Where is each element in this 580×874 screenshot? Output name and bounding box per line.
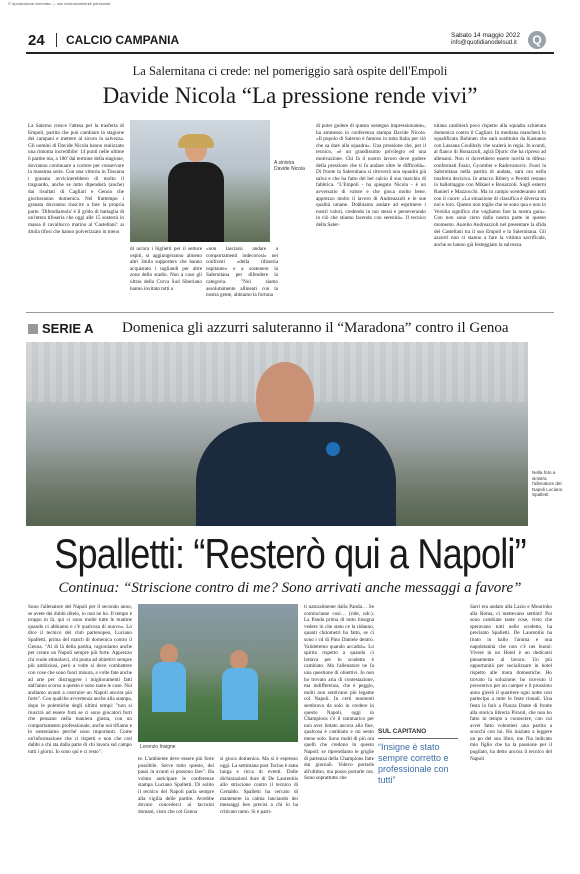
player1-head-shape — [160, 644, 178, 664]
article2-kicker: Domenica gli azzurri saluteranno il “Maradona” contro il Genoa — [122, 320, 509, 336]
header-divider — [56, 33, 57, 47]
napoli-crest-icon — [326, 442, 340, 456]
article1-kicker: La Salernitana ci crede: nel pomeriggio sarà ospite dell'Empoli — [132, 64, 448, 78]
player2-head-shape — [230, 650, 248, 670]
insigne-caption: Lorenzo Insigne — [140, 744, 176, 750]
article2-subtitle: Continua: “Striscione contro di me? Sono arrivati anche messaggi a favore” — [58, 580, 522, 596]
insigne-photo — [138, 604, 298, 742]
section-square-icon — [28, 324, 38, 334]
article-divider — [26, 312, 554, 313]
section-title: CALCIO CAMPANIA — [66, 33, 180, 47]
pull-quote-rule — [378, 738, 458, 739]
player1-shirt-shape — [152, 662, 186, 712]
article2-title: Spalletti: “Resterò qui a Napoli” — [54, 530, 526, 577]
article1-col1: La Salerno cresce l'attesa per la trasferta di Empoli, partita che può cambiare la stagione dei campani e mettere al sicuro la salvezza. Gli uomini di Davide Nicola hanno realizzato una rimonta incredibile: 14 punti nelle ultime 6 partite ma, a 180' dal termine della stagione, dovranno continuare a correre per conservare la massima serie. Con una vittoria in Toscana i granata avvicinerebbero di molto il traguardo, anche se tutto dipenderà (anche) dai risultati di Cagliari e Genoa che giocheranno domenica. Nel frattempo i granata dovranno riuscire a fare la propria parte. 'Difendiamola' è il grido di battaglia di un'intera tifoseria che oggi alle 15 sosterrà in massa il cavallucco marino al 'Castellani': ai 4mila tifosi che hanno polverizzato in meno — [28, 123, 124, 235]
spalletti-caption: Nella foto a sinistra l'allenatore del Napoli Luciano Spalletti — [532, 470, 563, 498]
header-rule — [26, 52, 554, 54]
page-number: 24 — [28, 32, 45, 49]
article2-col1: Sono l'allenatore del Napoli per il secondo anno, se avete dei dubbi ditelo, io non ne ho. Il tempo è troppo in là, qui ci sono molte tutte le mattine quando ci abbiamo e c'è qualcosa di nuovo». Lo dice il tecnico del club partenopeo, Luciano Spalletti, prima del match di domenica contro il Genoa. "Al di là della partita, ragioniamo anche per creare un Napoli sempre più forte. Apprezzo chi vuole stimolarci, chi punta ad obiettivi sempre più ambiziosi, però a volte si deve combattere con cose che sono fuori misura, a volte fate anche ad arte per distruggere i miglioramenti fatti dall'anno scorso a questo e sono tante le cose. Noi andiamo avanti a costruire un Napoli ancora più forte". Con qualche avvertenza anche alla stampa, dopo le polemiche degli ultimi tempi: "non si riuscirà ad essere forti se ci sono giocatori forti che pensano nella maniera giusta, con un comportamento professionale, anche noi tifiamo e lo sosteniamo perché sono importanti. Come un'informazione che ci rispetti e non che crei dubbi a chi sta dalla parte di chi lavora sul campo tutti i giorni. Io sono qui e ci resto". — [28, 604, 132, 756]
article2-col4: ti naturalmente dalla Panda… Se cominciasse cosi… (ride, ndr.). La Panda prima di tutto bisogna vedere in che stato ce la ridanno, quanti chilometri ha fatto, se ci sono i cd di Pino Daniele dentro. Valuteremo quando accadrà». Lo spirito rispetto a quando ci lottava per lo scudetto è cambiato. Ma l'allenatore ne fa una questione di obiettivi. Io non ho trovato aria di contestazione, ma indifferenza, che è peggio, molti non sentivano più legame col Napoli. In certi momenti sembravo da solo in credere in questo Napoli, oggi in Champions c'è il rammarico per non aver lottato ancora alla fine, qualcosa è cambiato e mi sento meno solo. Sono molti di più ora quelli che credono in questo Napoli: se riprendiamo le griglie di partenza della Champions fatte dai giornali. Volevo portarle all'ultimo, ma posso portarle ora. Sono soprattutto che — [304, 604, 374, 782]
article2-col5: Sarri era andato alla Lazio e Mourinho alla Roma, ci mettevano settimi! Poi sono cambiate tante cose, visto che speravano tutti nello scudetto, ha precisato Spalletti. De Laurentiis ha tirato in ballo l'anima e una napoletanità che non c'è nei buoni: Vivere in un Hotel è un dedicarsi pienamente al lavoro. Un più opportunità per socializzare in hotel rispetto alle mura domestiche. Ho trovato la soluzione: ho ricevuto il preventivo per un camper e il prossimo anno girerò il quartiere ogni notte così partecipo a tutte le feste rionali. Una festa la farò a Piazza Dante di fronte alla storica libreria Pironti, che non ho fatto in tempo a conoscere, con cui avrei fatto volentieri una partita a scacchi con lui. Ho iniziato a leggere un po del suo libro, me l'ha indicato mio figlio che ha la passione per il pugilato, ha detto ancora il tecnico del Napoli — [470, 604, 552, 762]
header-email: info@quotidianodelsud.it — [451, 40, 517, 46]
serie-a-label: SERIE A — [42, 321, 94, 336]
nicola-caption: A sinistra Davide Nicola — [274, 160, 305, 172]
nicola-photo — [130, 120, 270, 242]
nicola-jacket-shape — [168, 162, 224, 242]
copyright-notice: © riproduzione riservata — uso esclusivamente personale — [8, 1, 111, 6]
article2-col2: te. L'ambiente deve essere più forte possibile. Serve tutto questo, dei passi in avanti si possono fare". Ha voluto anticipare le conferenze stampa Luciano Spalletti. Di solito il tecnico del Napoli parla sempre alla vigilia delle partite. Avrebbe dovuto concederci ai taccuini domani, visto che col Genoa — [138, 756, 214, 815]
logo-icon: Q — [528, 31, 546, 49]
article1-col2: di un'ora i biglietti per il settore ospiti, si aggiungeranno almeno altri 3mila supporters che hanno acquistato i tagliandi per altre zone dello stadio. Non a caso gli ultras della Curva Sud Siberiano hanno invitato tutti a — [130, 246, 202, 292]
nicola-hair-shape — [178, 134, 214, 148]
article1-col4: di poter godere di questo sostegno impressionante», ha ammesso in conferenza stampa Davide Nicola. «Il popolo di Salerno è famoso in tutta Italia per ciò che sa dare alla squadra». Una pressione che, per il tecnico, «è un grandissimo privilegio ed una motivazione. Chi fa il nostro lavoro deve godere della pressione che ti fa andare oltre le difficoltà». Di fronte la Salernitana si ritroverà una squadra già salva e che ha fatto del bel calcio il suo marchio di fabbrica. "L'Empoli - ha spiegato Nicola - è un avversario di valore e che gioca molto bene, apprezzo molto il lavoro di Andreazzoli e le sue qualità umane. Dobbiamo andare ad esprimere i nostri valori, credendo in noi stessi e perseverando in ciò che stiamo facendo con serenità». Il tecnico della Saler- — [316, 123, 426, 228]
header-date: Sabato 14 maggio 2022 — [451, 32, 521, 39]
article1-title: Davide Nicola “La pressione rende vivi” — [102, 83, 478, 108]
spalletti-jacket-shape — [196, 422, 396, 526]
pull-quote-text: “Insigne è stato sempre corretto e professionale con tutti” — [378, 742, 449, 785]
player2-shirt-shape — [222, 668, 258, 720]
spalletti-photo — [26, 342, 528, 526]
pull-quote-kicker: SUL CAPITANO — [378, 728, 427, 735]
article1-col3: «non lasciarsi andare a comportamenti indecorosi» nei confronti «della tifoseria ospitante» e a sostenere la Salernitana per difendere la categoria. "Noi siamo assolutamente allineati con la nostra gente, abbiamo la fortuna — [206, 246, 278, 299]
article2-col3: si gioca domenica. Ma si è espresso oggi. La settimana post Torino è stata lunga e ricca di eventi. Dalle dichiarazioni dure di De Laurentiis allo striscione contro il tecnico di Certaldo. Spalletti ha cercato di mantenere la calma lanciando dei messaggi ben precisi a chi lo ha criticato tanto. Si è parti- — [220, 756, 298, 815]
article1-col5: nitana cambierà poco rispetto alla squadra schierata domenica contro il Cagliari. In mediana mancherà lo squalificato Bohinen che sarà sostituito da Kastanos con Lassana Coulibaly che scalerà in regia. In avanti, al fianco di Bonazzoli, agirà Djuric che ha ripreso ad allenarsi. Non ci dovrebbero essere novità in difesa: confermati Fazio, Gyomber e Radovanovic. Fuori la Salernitana nella partita di andata, sarà ora nella trasferta decisiva. In attacco Ribery e Perotti restano in ballottaggio con Mikael e Bonazzoli. Sugli esterni Ranieri e Mazzocchi. Ma in campo scenderanno tutti con il cuore: «La situazione di classifica è diversa tra noi e loro. Questo non toglie che se sono qua e non in Versilia significa che vogliamo fare la nostra gara». Con non sono certo dalla nostra parte in questo momento. Aurelio Andreazzoli nel presentare la sfida del Castellani tra il suo Empoli e la Salernitana. Gli azzurri non ci stanno a fare la vittima sacrificale, anche se hanno già festeggiato la salvezza. — [434, 123, 546, 248]
